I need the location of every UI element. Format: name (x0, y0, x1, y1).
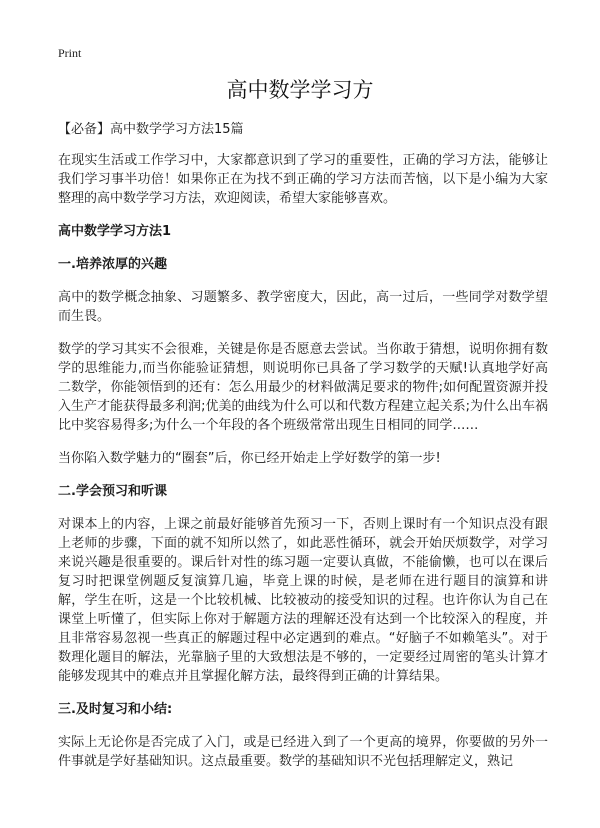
paragraph: 实际上无论你是否完成了入门，或是已经进入到了一个更高的境界，你要做的另外一件事就是学好基础知识。这点最重要。数学的基础知识不光包括理解定义，熟记 (58, 735, 548, 769)
paragraph: 高中的数学概念抽象、习题繁多、教学密度大，因此，高一过后，一些同学对数学望而生畏。 (58, 290, 548, 324)
paragraph: 对课本上的内容，上课之前最好能够首先预习一下，否则上课时有一个知识点没有跟上老师的步骤，下面的就不知所以然了，如此恶性循环，就会开始厌烦数学，对学习来说兴趣是很重要的。课后针对性的练习题一定要认真做，不能偷懒，也可以在课后复习时把课堂例题反复演算几遍，毕竟上课的时候，是老师在进行题目的演算和讲解，学生在听，这是一个比较机械、比较被动的接受知识的过程。也许你认为自己在课堂上听懂了，但实际上你对于解题方法的理解还没有达到一个比较深入的程度，并且非常容易忽视一些真正的解题过程中必定遇到的难点。“好脑子不如赖笔头”。对于数理化题目的解法，光靠脑子里的大致想法是不够的，一定要经过周密的笔头计算才能够发现其中的难点并且掌握化解方法，最终得到正确的计算结果。 (58, 517, 548, 684)
section-heading-interest: 一.培养浓厚的兴趣 (58, 257, 167, 272)
section-heading-review: 三.及时复习和小结: (58, 702, 173, 717)
intro-paragraph: 在现实生活或工作学习中，大家都意识到了学习的重要性，正确的学习方法，能够让我们学习事半功倍！如果你正在为找不到正确的学习方法而苦恼，以下是小编为大家整理的高中数学学习方法，欢迎阅读，希望大家能够喜欢。 (58, 153, 548, 206)
section-heading-preview: 二.学会预习和听课 (58, 484, 167, 499)
method-heading: 高中数学学习方法1 (58, 224, 172, 239)
document-title: 高中数学学习方 (226, 78, 374, 102)
print-label: Print (58, 46, 82, 60)
paragraph: 当你陷入数学魅力的“圈套”后，你已经开始走上学好数学的第一步! (58, 451, 441, 466)
document-subtitle: 【必备】高中数学学习方法15篇 (58, 122, 244, 137)
document-body (58, 120, 548, 785)
paragraph: 数学的学习其实不会很难，关键是你是否愿意去尝试。当你敢于猜想，说明你拥有数学的思维能力,而当你能验证猜想，则说明你已具备了学习数学的天赋!认真地学好高二数学，你能领悟到的还有：怎么用最少的材料做满足要求的物件;如何配置资源并投入生产才能获得最多利润;优美的曲线为什么可以和代数方程建立起关系;为什么出车祸比中奖容易得多;为什么一个年段的各个班级常常出现生日相同的同学…… (58, 342, 548, 433)
